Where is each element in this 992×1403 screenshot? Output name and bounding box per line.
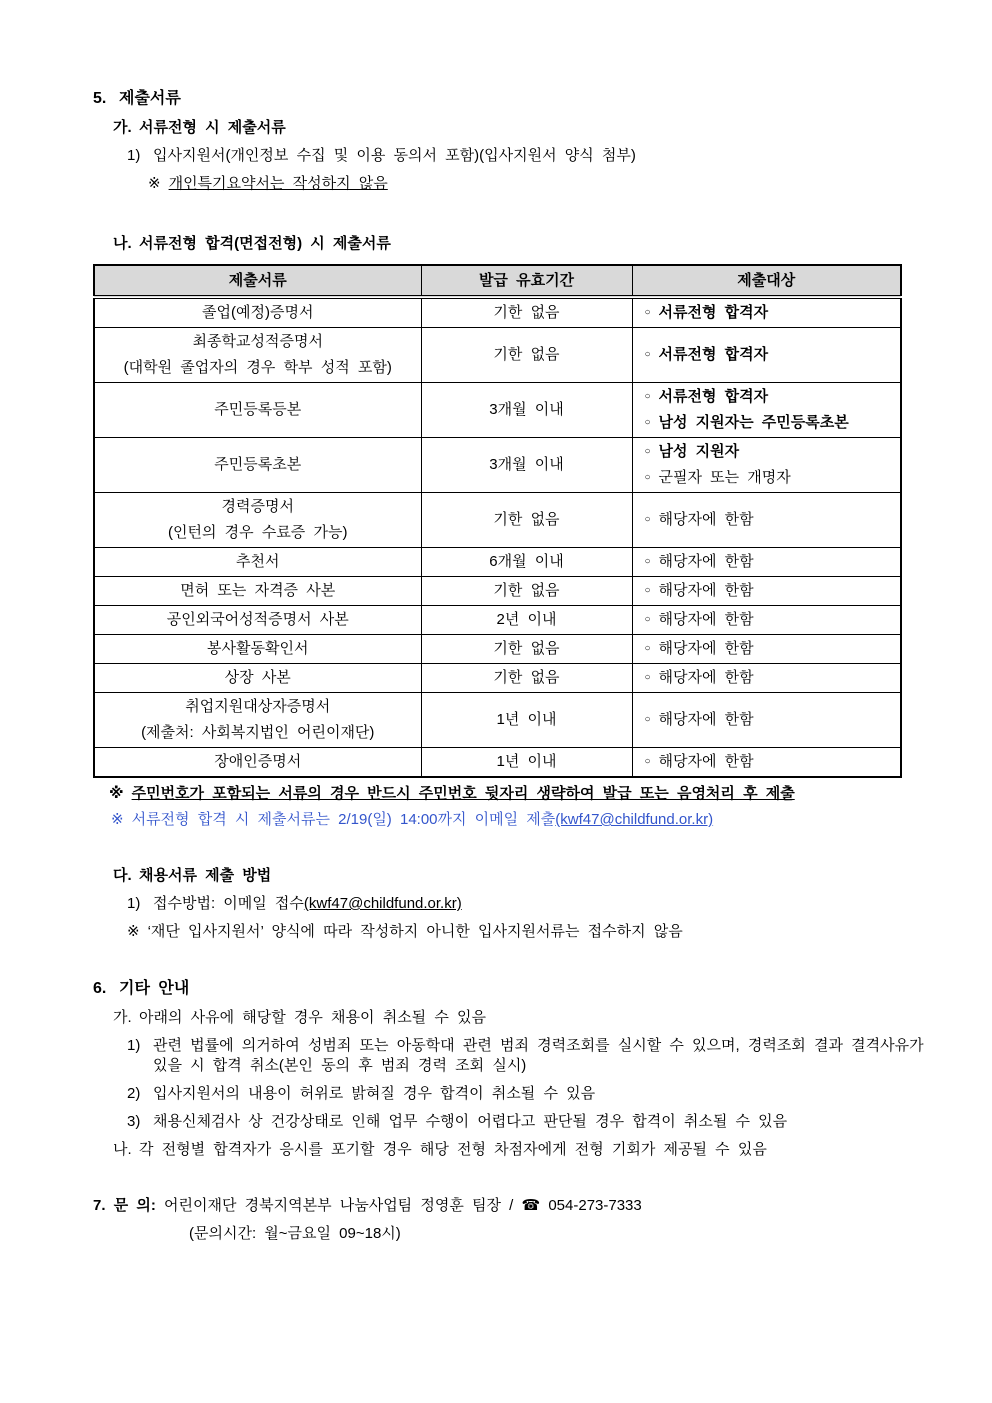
- target-text: 군필자 또는 개명자: [658, 469, 791, 486]
- target-text: 남성 지원자: [658, 443, 740, 460]
- note-text: 서류전형 합격 시 제출서류는 2/19(일) 14:00까지 이메일 제출: [131, 811, 556, 828]
- contact-text: 어린이재단 경북지역본부 나눔사업팀 정영훈 팀장 /: [164, 1197, 522, 1214]
- list-item: [127, 1084, 944, 1104]
- doc-note: (인턴의 경우 수료증 가능): [168, 524, 348, 541]
- list-item: [127, 1112, 944, 1132]
- validity: 3개월 이내: [421, 438, 632, 493]
- item-number: 1): [127, 1037, 141, 1054]
- doc-name: 주민등록초본: [94, 438, 421, 493]
- target-text: 해당자에 한함: [658, 511, 754, 528]
- subsection-number: 가.: [113, 1009, 132, 1026]
- table-row: [94, 438, 901, 493]
- validity: 기한 없음: [421, 577, 632, 606]
- phone-icon: ☎: [521, 1197, 541, 1214]
- doc-name: 취업지원대상자증명서: [185, 698, 331, 715]
- bullet-icon: ○: [644, 585, 651, 596]
- table-note-deadline: [111, 810, 944, 830]
- table-row: [94, 493, 901, 548]
- contact-hours: (문의시간: 월~금요일 09~18시): [189, 1225, 401, 1242]
- bullet-icon: ○: [644, 643, 651, 654]
- validity: 3개월 이내: [421, 383, 632, 438]
- target-text: 서류전형 합격자: [658, 388, 769, 405]
- table-row: [94, 383, 901, 438]
- bullet-icon: ○: [644, 349, 651, 360]
- bullet-icon: ○: [644, 307, 651, 318]
- item-text: 접수방법: 이메일 접수: [153, 895, 304, 912]
- reference-mark-icon: ※: [111, 811, 124, 828]
- target-text: 해당자에 한함: [658, 553, 754, 570]
- column-header-document: 제출서류: [94, 265, 421, 297]
- list-item: [127, 1036, 944, 1076]
- email-link[interactable]: (kwf47@childfund.or.kr): [303, 895, 462, 912]
- phone-number: 054-273-7333: [548, 1197, 642, 1214]
- validity: 기한 없음: [421, 328, 632, 383]
- subsection-c-heading: [113, 866, 944, 886]
- item-text: 입사지원서(개인정보 수집 및 이용 동의서 포함)(입사지원서 양식 첨부): [153, 147, 636, 164]
- doc-note: (제출처: 사회복지법인 어린이재단): [141, 724, 375, 741]
- bullet-icon: ○: [644, 391, 651, 402]
- target-text: 해당자에 한함: [658, 640, 754, 657]
- subsection-number: 나.: [113, 235, 132, 252]
- doc-name: 상장 사본: [94, 664, 421, 693]
- section-number: 6.: [93, 980, 107, 997]
- validity: 2년 이내: [421, 606, 632, 635]
- validity: 1년 이내: [421, 693, 632, 748]
- doc-name: 경력증명서: [221, 498, 294, 515]
- bullet-icon: ○: [644, 446, 651, 457]
- note-text: 주민번호가 포함되는 서류의 경우 반드시 주민번호 뒷자리 생략하여 발급 또는 음영처리 후 제출: [131, 785, 795, 802]
- section-6-heading: [93, 978, 944, 1000]
- bullet-icon: ○: [644, 556, 651, 567]
- table-row: [94, 693, 901, 748]
- target-text: 서류전형 합격자: [658, 346, 769, 363]
- doc-name: 봉사활동확인서: [94, 635, 421, 664]
- section-number: 5.: [93, 90, 107, 107]
- validity: 기한 없음: [421, 297, 632, 328]
- subsection-b-line: [113, 1140, 944, 1160]
- reference-mark-icon: ※: [127, 923, 140, 940]
- item-number: 1): [127, 895, 141, 912]
- bullet-icon: ○: [644, 672, 651, 683]
- note-text: ‘재단 입사지원서’ 양식에 따라 작성하지 아니한 입사지원서류는 접수하지 않음: [147, 923, 683, 940]
- doc-name: 장애인증명서: [94, 748, 421, 778]
- validity: 기한 없음: [421, 664, 632, 693]
- doc-name: 추천서: [94, 548, 421, 577]
- target-text: 서류전형 합격자: [658, 304, 769, 321]
- subsection-title: 서류전형 합격(면접전형) 시 제출서류: [139, 235, 391, 252]
- section-title: 제출서류: [119, 90, 181, 107]
- table-row: [94, 297, 901, 328]
- item-text: 입사지원서의 내용이 허위로 밝혀질 경우 합격이 취소될 수 있음: [153, 1085, 596, 1102]
- bullet-icon: ○: [644, 614, 651, 625]
- subsection-text: 아래의 사유에 해당할 경우 채용이 취소될 수 있음: [139, 1009, 486, 1026]
- subsection-title: 채용서류 제출 방법: [139, 867, 272, 884]
- submission-documents-table: [93, 264, 902, 778]
- validity: 1년 이내: [421, 748, 632, 778]
- subsection-a-line: [113, 1008, 944, 1028]
- note-line: [127, 922, 944, 942]
- subsection-title: 서류전형 시 제출서류: [139, 119, 286, 136]
- section-title: 기타 안내: [119, 980, 190, 997]
- subsection-text: 각 전형별 합격자가 응시를 포기할 경우 해당 전형 차점자에게 전형 기회가 제공될 수 있음: [139, 1141, 767, 1158]
- note-text: 개인특기요약서는 작성하지 않음: [168, 175, 388, 192]
- subsection-number: 가.: [113, 119, 132, 136]
- target-text: 해당자에 한함: [658, 611, 754, 628]
- table-row: [94, 635, 901, 664]
- table-header-row: [94, 265, 901, 297]
- column-header-validity: 발급 유효기간: [421, 265, 632, 297]
- table-row: [94, 748, 901, 778]
- validity: 6개월 이내: [421, 548, 632, 577]
- doc-name: 주민등록등본: [94, 383, 421, 438]
- target-text: 해당자에 한함: [658, 669, 754, 686]
- section-5-heading: [93, 88, 944, 110]
- doc-name: 졸업(예정)증명서: [94, 297, 421, 328]
- doc-name: 공인외국어성적증명서 사본: [94, 606, 421, 635]
- table-note-privacy: [109, 784, 944, 804]
- subsection-number: 나.: [113, 1141, 132, 1158]
- doc-note: (대학원 졸업자의 경우 학부 성적 포함): [123, 359, 392, 376]
- subsection-b-heading: [113, 234, 944, 254]
- column-header-target: 제출대상: [632, 265, 901, 297]
- table-row: [94, 548, 901, 577]
- reference-mark-icon: ※: [148, 175, 161, 192]
- bullet-icon: ○: [644, 514, 651, 525]
- bullet-icon: ○: [644, 714, 651, 725]
- table-row: [94, 606, 901, 635]
- table-row: [94, 328, 901, 383]
- list-item: [127, 894, 944, 914]
- validity: 기한 없음: [421, 635, 632, 664]
- target-text: 해당자에 한함: [658, 753, 754, 770]
- doc-name: 최종학교성적증명서: [192, 333, 323, 350]
- target-text: 남성 지원자는 주민등록초본: [658, 414, 849, 431]
- list-item: [127, 146, 944, 166]
- item-number: 1): [127, 147, 141, 164]
- bullet-icon: ○: [644, 472, 651, 483]
- item-text: 관련 법률에 의거하여 성범죄 또는 아동학대 관련 범죄 경력조회를 실시할 수 있으며, 경력조회 결과 결격사유가 있을 시 합격 취소(본인 동의 후 범죄 경력 조회 실시): [153, 1037, 924, 1074]
- target-text: 해당자에 한함: [658, 711, 754, 728]
- email-link[interactable]: (kwf47@childfund.or.kr): [555, 811, 714, 828]
- bullet-icon: ○: [644, 756, 651, 767]
- section-7-contact: [93, 1196, 944, 1216]
- subsection-number: 다.: [113, 867, 132, 884]
- table-row: [94, 664, 901, 693]
- subsection-a-heading: [113, 118, 944, 138]
- contact-label: 7. 문 의:: [93, 1197, 164, 1214]
- bullet-icon: ○: [644, 417, 651, 428]
- validity: 기한 없음: [421, 493, 632, 548]
- target-text: 해당자에 한함: [658, 582, 754, 599]
- note-line: [148, 174, 944, 194]
- item-number: 3): [127, 1113, 141, 1130]
- table-row: [94, 577, 901, 606]
- reference-mark-icon: ※: [109, 785, 124, 802]
- item-text: 채용신체검사 상 건강상태로 인해 업무 수행이 어렵다고 판단될 경우 합격이 취소될 수 있음: [153, 1113, 788, 1130]
- item-number: 2): [127, 1085, 141, 1102]
- doc-name: 면허 또는 자격증 사본: [94, 577, 421, 606]
